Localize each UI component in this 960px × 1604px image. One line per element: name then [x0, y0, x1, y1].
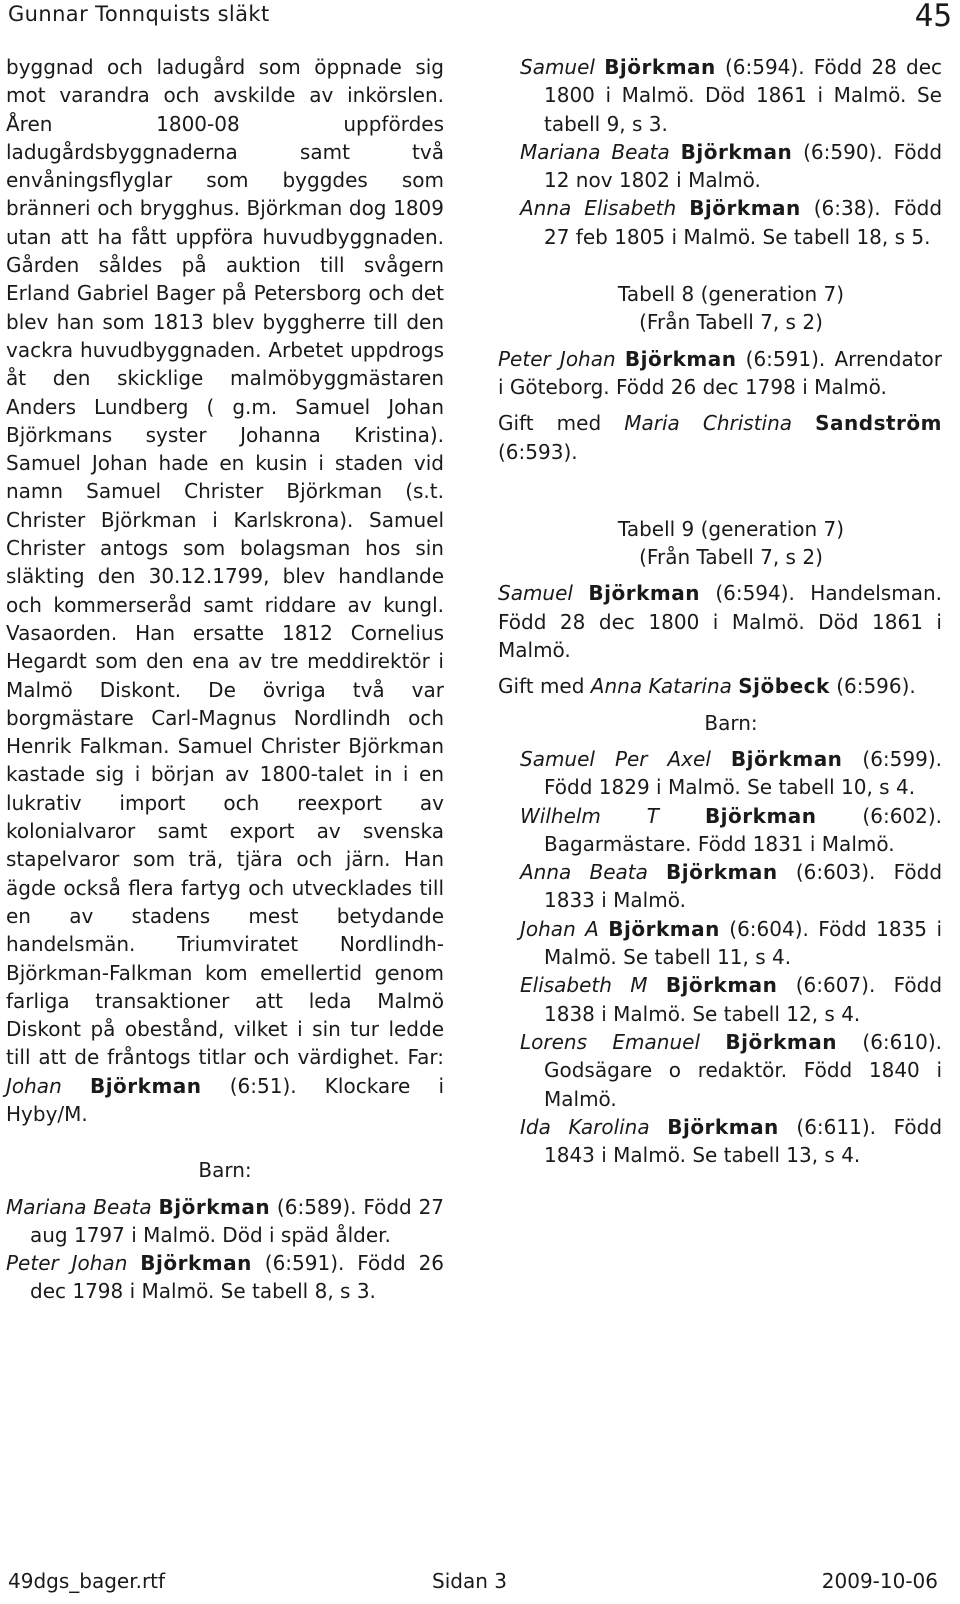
children-label: Barn:: [704, 710, 758, 735]
table-heading: Tabell 9 (generation 7): [617, 516, 845, 541]
child-entry: Elisabeth M Björkman (6:607). Född 1838 i Malmö. Se tabell 12, s 4.: [520, 973, 943, 1026]
child-entry: Peter Johan Björkman (6:591). Född 26 dec 1798 i Malmö. Se tabell 8, s 3.: [6, 1251, 445, 1304]
child-entry: Wilhelm T Björkman (6:602). Bagarmästare. Född 1831 i Malmö.: [520, 803, 943, 856]
marriage-entry: Gift med Anna Katarina Sjöbeck (6:596).: [498, 674, 916, 699]
table-subheading: (Från Tabell 7, s 2): [639, 310, 823, 335]
child-entry: Samuel Per Axel Björkman (6:599). Född 1829 i Malmö. Se tabell 10, s 4.: [520, 746, 942, 800]
child-entry: Anna Beata Björkman (6:603). Född 1833 i Malmö.: [520, 860, 943, 913]
children-label: Barn:: [198, 1158, 252, 1183]
father-surname: Björkman: [89, 1073, 202, 1098]
father-given-name: Johan: [6, 1073, 62, 1098]
table-heading: Tabell 8 (generation 7): [617, 282, 845, 307]
footer-date: 2009-10-06: [821, 1569, 938, 1593]
person-entry: Peter Johan Björkman (6:591). Arrendator i Göteborg. Född 26 dec 1798 i Malmö.: [498, 346, 943, 399]
right-column: [498, 53, 943, 1169]
page-number: 45: [914, 0, 952, 34]
child-entry: Lorens Emanuel Björkman (6:610). Godsägare o redaktör. Född 1840 i Malmö.: [520, 1029, 942, 1111]
marriage-entry: Gift med Maria Christina Sandström (6:593).: [498, 411, 943, 464]
child-entry: Samuel Björkman (6:594). Född 28 dec 1800 i Malmö. Död 1861 i Malmö. Se tabell 9, s 3.: [520, 55, 943, 136]
child-entry: Anna Elisabeth Björkman (6:38). Född 27 feb 1805 i Malmö. Se tabell 18, s 5.: [520, 196, 943, 249]
table-subheading: (Från Tabell 7, s 2): [639, 545, 823, 570]
child-entry: Johan A Björkman (6:604). Född 1835 i Malmö. Se tabell 11, s 4.: [520, 916, 942, 970]
child-entry: Mariana Beata Björkman (6:589). Född 27 aug 1797 i Malmö. Död i späd ålder.: [6, 1194, 445, 1247]
left-column: [6, 53, 444, 1306]
father-details: (6:51). Klockare i Hyby/M.: [6, 1073, 445, 1126]
footer-page: Sidan 3: [432, 1569, 507, 1593]
person-entry: Samuel Björkman (6:594). Handelsman. Född 28 dec 1800 i Malmö. Död 1861 i Malmö.: [498, 581, 942, 663]
footer-filename: 49dgs_bager.rtf: [8, 1569, 166, 1593]
body-paragraph: byggnad och ladugård som öppnade sig mot varandra och avskilde av inkörslen. Åren 1800-08 uppfördes ladugårdsbyggnaderna samt två envåningsflyglar som byggdes som bränneri och brygghus. Björkman dog 1809 utan att ha fått uppföra huvudbyggnaden. Gården såldes på auktion till svågern Erland Gabriel Bager på Petersborg och det blev han som 1813 blev byggherre till den vackra huvudbyggnaden. Arbetet uppdrogs åt den skicklige malmöbyggmästaren Anders Lundberg ( g.m. Samuel Johan Björkmans syster Johanna Kristina). Samuel Johan hade en kusin i staden vid namn Samuel Christer Björkman (s.t. Christer Björkman i Karlskrona). Samuel Christer antogs som bolagsman hos sin släkting den 30.12.1799, blev handlande och kommerseråd samt riddare av kungl. Vasaorden. Han ersatte 1812 Cornelius Hegardt som den ena av tre meddirektör i Malmö Diskont. De övriga två var borgmästare Carl-Magnus Nordlindh och Henrik Falkman. Samuel Christer Björkman kastade sig i början av 1800-talet in i en lukrativ import och reexport av kolonialvaror samt export av svenska stapelvaror som trä, tjära och järn. Han ägde också flera fartyg och utvecklades till en av stadens mest betydande handelsmän. Triumviratet Nordlindh-Björkman-Falkman kom emellertid genom farliga transaktioner att leda Malmö Diskont på obestånd, vilket i sin tur ledde till att de fråntogs titlar och värdighet. Far: Johan Björkman (6:51). Klockare i Hyby/M.: [6, 55, 445, 1126]
child-entry: Mariana Beata Björkman (6:590). Född 12 nov 1802 i Malmö.: [520, 139, 943, 193]
page-header-title: Gunnar Tonnquists släkt: [8, 2, 270, 26]
child-entry: Ida Karolina Björkman (6:611). Född 1843 i Malmö. Se tabell 13, s 4.: [520, 1114, 943, 1168]
